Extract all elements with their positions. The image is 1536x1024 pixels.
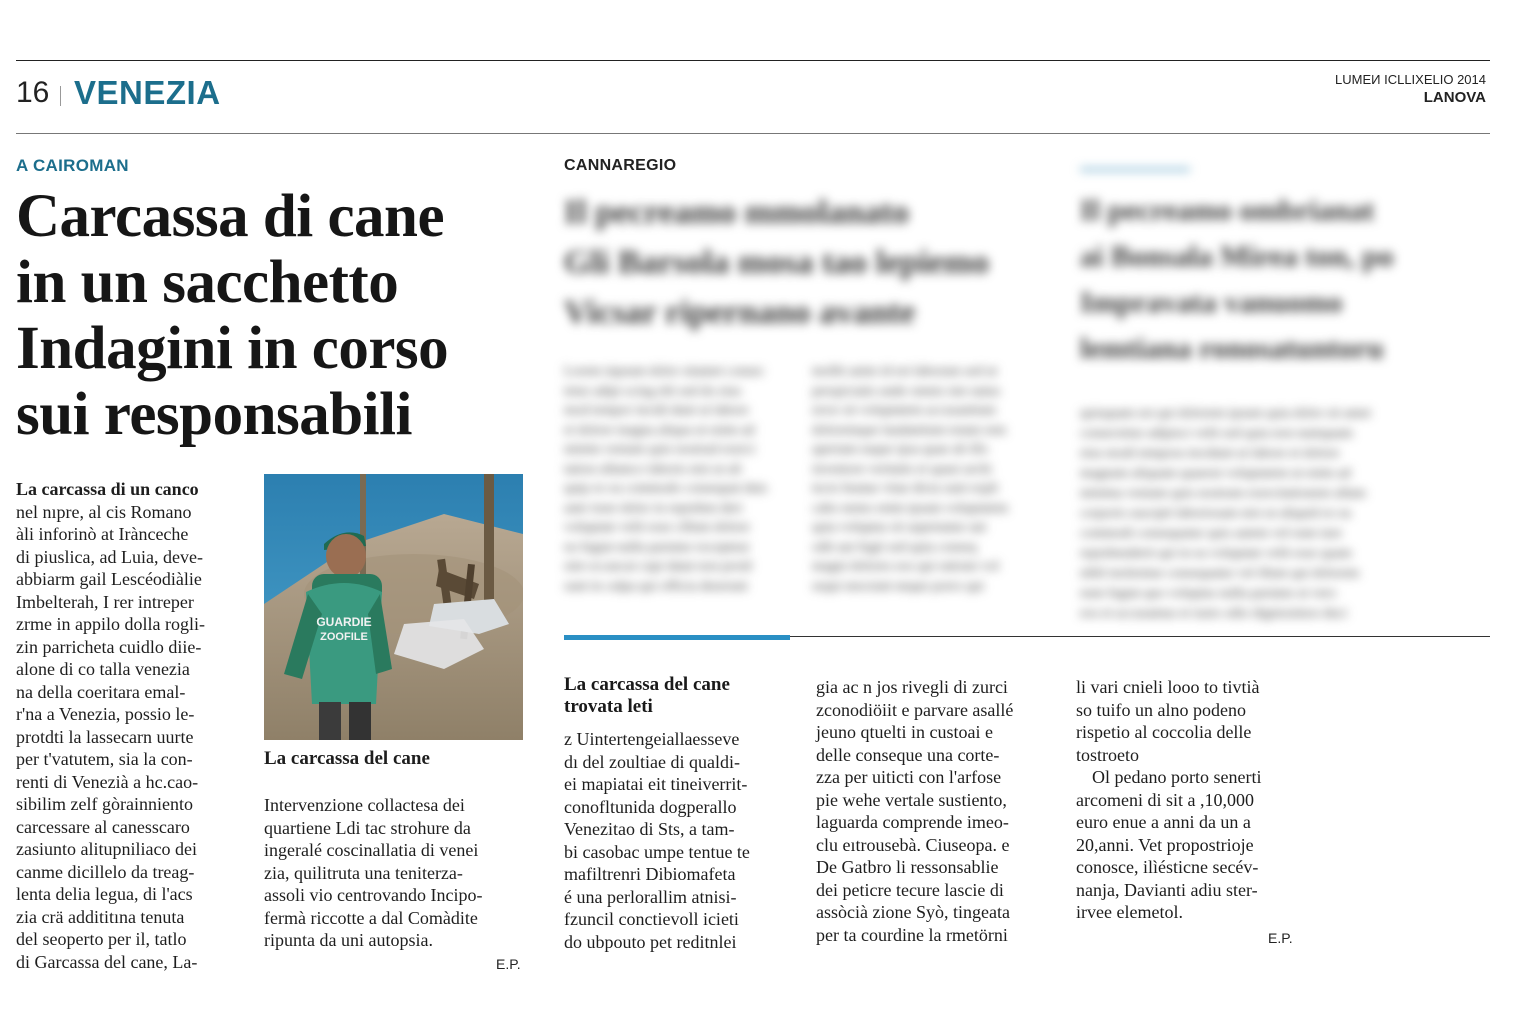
text-line: consectetur adipisci velit sed quia non numquam — [1080, 426, 1353, 441]
text-line: mod tempor incidi dunt ut labore — [564, 403, 749, 418]
headline-line: sui responsabili — [16, 381, 413, 448]
text-line: del seoperto per il, tatlo — [16, 929, 187, 949]
text-line: sequi nesciunt neque porro qui — [812, 578, 984, 594]
text-line: odit aut fugit sed quia conseq — [812, 539, 977, 555]
headline-line: in un sacchetto — [16, 249, 399, 316]
text-line: abbiarm gail Lescéodiàlie — [16, 569, 202, 589]
subhead-line: trovata leti — [564, 696, 653, 717]
text-line: quia voluptas sit aspernatur aut — [812, 520, 987, 535]
text-line: eu fugiat nulla pariatur excepteur — [564, 539, 750, 555]
text-line: cabo nemo enim ipsam voluptatem — [812, 500, 1008, 516]
vest-text: GUARDIE — [316, 615, 372, 629]
text-line: Lorem inpsum dolor sitamet consec — [564, 364, 765, 379]
publication-name: LANOVA — [1423, 89, 1486, 106]
text-line: arcomeni di sit a ,10,000 — [1076, 789, 1254, 810]
text-line: carcessare al canesscaro — [16, 816, 190, 837]
top-rule — [16, 60, 1490, 61]
text-line: tecto beatae vitae dicta sunt expli — [812, 481, 999, 496]
text-line: li vari cnieli looo to tivtià — [1076, 677, 1260, 697]
text-line: mafiltrenri Dibiomafeta — [564, 864, 736, 884]
text-line: commodi consequatur quis autem vel eum iure — [1080, 526, 1343, 541]
text-line: inventore veritatis et quasi archi — [812, 461, 992, 477]
text-line: eum fugiat quo voluptas nulla pariatur at vero — [1080, 586, 1337, 601]
text-line: clu eıtrousebà. Ciuseopa. e — [816, 834, 1010, 855]
text-line: per ta courdine la rmetörni — [816, 924, 1008, 945]
text-line: corporis suscipit laboriosam nisi ut aliquid ex ea — [1080, 506, 1352, 521]
text-line: quip ex ea commodo consequat duis — [564, 481, 768, 496]
text-line: minim veniam quis nostrud exerci — [564, 442, 756, 457]
subhead-line: La carcassa del cane — [564, 674, 730, 695]
article-column-2 — [264, 794, 526, 952]
text-line: assòcià zione Syò, tingeata — [816, 902, 1010, 922]
headline-line: Carcassa di cane — [16, 183, 445, 250]
text-line: tation ullamco laboris nisi ut ali — [564, 461, 742, 477]
text-line: De Gatbro li ressonsablie — [816, 857, 999, 877]
article-kicker: A CAIROMAN — [16, 156, 129, 175]
text-line: tostroeto — [1076, 744, 1139, 765]
headline-line: lemtiana ronosatuntoru — [1080, 332, 1384, 365]
article3-headline — [1080, 188, 1490, 372]
text-line: doloremque laudantium totam rem — [812, 422, 1007, 438]
text-line: quisquam est qui dolorem ipsum quia dolor sit amet — [1080, 406, 1371, 421]
text-line: jeuno qtuelti in custoai e — [816, 722, 993, 742]
text-line: zza per uiticti con l'arfose — [816, 767, 1002, 787]
text-line: lenta delia legua, di l'acs — [16, 884, 193, 904]
header-rule — [16, 133, 1490, 134]
text-line: é una perlorallim atnisi- — [564, 886, 737, 907]
headline-line: Il pecreamo mmolanato — [564, 194, 909, 231]
text-line: minima veniam quis nostrum exercitationem ullam — [1080, 486, 1366, 501]
text-line: sunt in culpa qui officia deserunt — [564, 578, 748, 594]
text-line: eos et accusamus et iusto odio dignissimos duci — [1080, 606, 1348, 621]
text-line: zasiunto alitupniliaco dei — [16, 839, 197, 859]
text-line: alone di co talla venezia — [16, 659, 190, 679]
text-line: sibilim zelf gòrainniento — [16, 794, 193, 814]
article-column-1 — [16, 478, 248, 973]
text-line: àli inforinò at Irànceche — [16, 524, 189, 544]
text-line: canme dicillelo da treag- — [16, 861, 195, 882]
text-line: assoli vio centrovando Incipo- — [264, 885, 483, 905]
article2-kicker: CANNAREGIO — [564, 157, 677, 174]
vest-text: ZOOFILE — [320, 631, 368, 643]
page-number: 16 — [16, 76, 50, 109]
text-line: tetur adipi scing elit sed do eius — [564, 383, 742, 399]
text-line: conosce, ilìésticne secév- — [1076, 857, 1259, 877]
text-line: quartiene Ldi tac strohure da — [264, 817, 471, 838]
text-line: z Uintertengeiallaesseve — [564, 729, 740, 749]
text-line: magnam aliquam quaerat voluptatem ut enim ad — [1080, 466, 1351, 481]
text-line: delle conseque una corte- — [816, 744, 1000, 765]
text-line: Venezitao di Sts, a tam- — [564, 819, 735, 839]
article4-column-2 — [816, 676, 1056, 946]
headline-line: Impravata vanuomo — [1080, 286, 1343, 319]
issue-date: LUMEИ ICLLIXELIO 2014 — [1335, 72, 1486, 87]
text-line: so tuifo un alno podeno — [1076, 699, 1246, 720]
text-line: nihil molestiae consequatur vel illum qui dolorem — [1080, 566, 1360, 581]
article4-column-3 — [1076, 676, 1316, 924]
text-line: zconodiöiit e parvare asallé — [816, 699, 1014, 720]
text-line: eius modi tempora incidunt ut labore et dolore — [1080, 446, 1340, 461]
headline-line: Gli Barsola mosa tao lepiemo — [564, 244, 989, 281]
text-line: La carcassa di un canco — [16, 479, 199, 499]
text-line: nanja, Davianti adiu ster- — [1076, 879, 1258, 900]
text-line: zia crä addititına tenuta — [16, 906, 185, 927]
text-line: aperiam eaque ipsa quae ab illo — [812, 442, 989, 457]
text-line: 20,anni. Vet propostrioje — [1076, 834, 1254, 855]
text-line: Intervenzione collactesa dei — [264, 795, 465, 815]
text-line: protdti la lassecarn uurte — [16, 726, 194, 747]
text-line: do ubpouto pet reditnlei — [564, 931, 737, 952]
article3-rule — [1080, 168, 1190, 171]
text-line: laguarda comprende imeo- — [816, 812, 1009, 832]
article2-column-1 — [564, 362, 789, 596]
section-title: VENEZIA — [74, 74, 221, 111]
text-line: fermà riccotte a dal Comàdite — [264, 907, 478, 928]
article-photo — [264, 474, 523, 740]
text-line: ingeralé coscinallatia di venei — [264, 840, 479, 860]
photo-illustration — [264, 474, 523, 740]
text-line: rispetio al coccolia delle — [1076, 722, 1252, 742]
article2-headline — [564, 188, 1054, 338]
text-line: gia ac n jos rivegli di zurci — [816, 677, 1008, 697]
headline-line: Vicsar ripernano avante — [564, 294, 916, 331]
text-line: conofltunida dogperallo — [564, 796, 737, 817]
text-line: dı del zoultiae di qualdi- — [564, 751, 740, 772]
text-line: zin parricheta cuidlo diie- — [16, 636, 202, 657]
article-headline — [16, 184, 556, 448]
text-line: ripunta da uni autopsia. — [264, 930, 433, 950]
text-line: voluptate velit esse cillum dolore — [564, 520, 750, 535]
text-line: bi casobac umpe tentue te — [564, 841, 750, 862]
text-line: na della coeritara emal- — [16, 681, 186, 702]
text-line: fzuncil conctievoll icieti — [564, 909, 739, 929]
text-line: error sit voluptatem accusantium — [812, 403, 996, 418]
text-line: Ol pedano porto senerti — [1092, 767, 1262, 787]
text-line: et dolore magna aliqua ut enim ad — [564, 422, 755, 438]
photo-caption: La carcassa del cane — [264, 748, 430, 769]
article4-signature: E.P. — [1268, 930, 1293, 946]
text-line: irvee elemetol. — [1076, 902, 1183, 922]
text-line: dei peticre tecure lascie di — [816, 879, 1004, 900]
text-line: aute irure dolor in reprehen deri — [564, 500, 743, 516]
article4-accent-bar — [564, 635, 790, 640]
text-line: di piuslica, ad Luia, deve- — [16, 546, 203, 567]
article-signature: E.P. — [496, 956, 521, 972]
text-line: mollit anim id est laborum sed ut — [812, 364, 998, 379]
text-line: perspiciatis unde omnis iste natus — [812, 383, 1001, 399]
article4-column-1 — [564, 728, 794, 953]
headline-line: ai Bonsala Mirea ton, po — [1080, 240, 1394, 273]
headline-line: Indagini in corso — [16, 315, 449, 382]
text-line: r'na a Venezia, possio le- — [16, 704, 195, 724]
article3-body — [1080, 404, 1490, 624]
text-line: ei mapiatai eit tineiverrit- — [564, 774, 748, 794]
text-line: magni dolores eos qui ratione vol — [812, 559, 1000, 574]
text-line: per t'vatutem, sia la con- — [16, 749, 193, 769]
article2-column-2 — [812, 362, 1047, 596]
header-separator — [60, 86, 61, 106]
text-line: euro enue a anni da un a — [1076, 812, 1251, 832]
text-line: pie wehe vertale sustiento, — [816, 789, 1007, 810]
text-line: nel nıpre, al cis Romano — [16, 501, 192, 522]
text-line: renti di Venezià a hc.cao- — [16, 771, 199, 792]
text-line: Imbelterah, I rer intreper — [16, 591, 194, 612]
headline-line: Il pecreamo ombrianat — [1080, 194, 1375, 227]
text-line: reprehenderit qui in ea voluptate velit esse quam — [1080, 546, 1352, 561]
text-line: sint occaecat cupi datat non proid — [564, 559, 752, 574]
text-line: di Garcassa del cane, La- — [16, 951, 198, 972]
text-line: zrme in appilo dolla rogli- — [16, 614, 205, 634]
text-line: zia, quilitruta una teniterza- — [264, 862, 463, 883]
article4-subhead — [564, 674, 794, 718]
